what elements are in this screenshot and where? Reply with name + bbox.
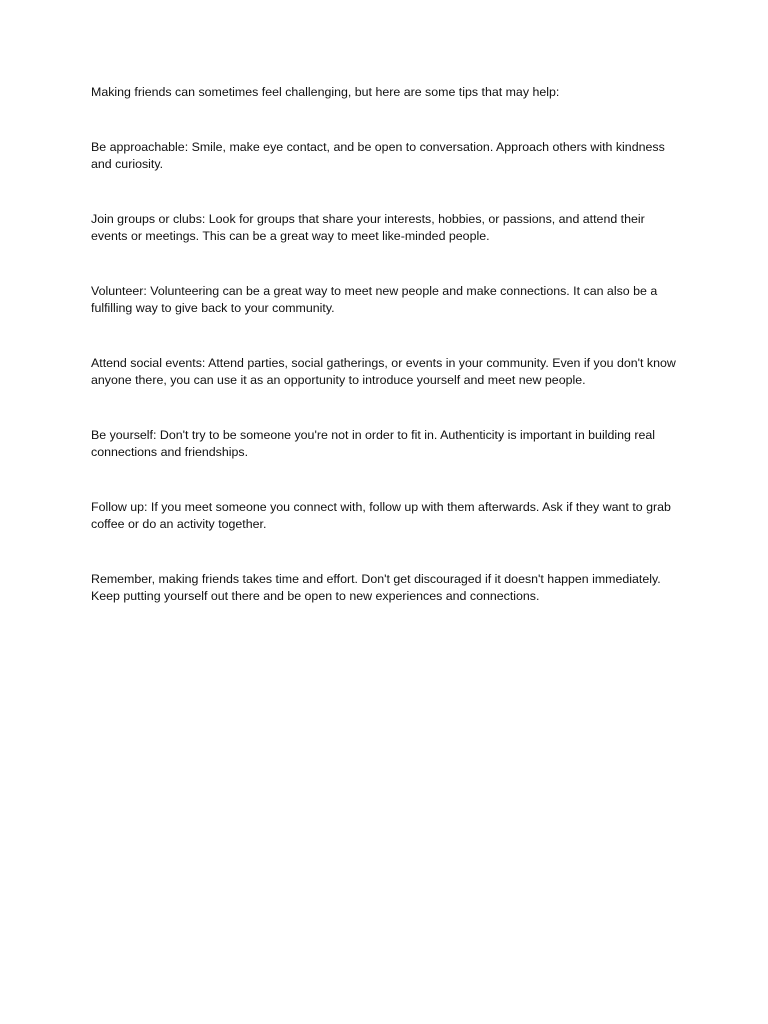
- closing-paragraph: Remember, making friends takes time and effort. Don't get discouraged if it doesn't happen immediately. Keep putting yourself out there and be open to new experiences and connections.: [91, 571, 661, 603]
- tip-paragraph-follow-up: Follow up: If you meet someone you connect with, follow up with them afterwards. Ask if they want to grab coffee or do an activity together.: [91, 499, 671, 531]
- tip-paragraph-approachable: Be approachable: Smile, make eye contact, and be open to conversation. Approach others with kindness and curiosity.: [91, 139, 665, 171]
- intro-paragraph: Making friends can sometimes feel challenging, but here are some tips that may help:: [91, 85, 560, 99]
- document-body: [91, 84, 681, 643]
- tip-paragraph-groups: Join groups or clubs: Look for groups that share your interests, hobbies, or passions, and attend their events or meetings. This can be a great way to meet like-minded people.: [91, 211, 645, 243]
- tip-paragraph-volunteer: Volunteer: Volunteering can be a great way to meet new people and make connections. It can also be a fulfilling way to give back to your community.: [91, 283, 658, 315]
- tip-paragraph-social-events: Attend social events: Attend parties, social gatherings, or events in your community. Even if you don't know anyone there, you can use it as an opportunity to introduce yourself and meet new people.: [91, 355, 676, 387]
- tip-paragraph-be-yourself: Be yourself: Don't try to be someone you're not in order to fit in. Authenticity is important in building real connections and friendships.: [91, 427, 655, 459]
